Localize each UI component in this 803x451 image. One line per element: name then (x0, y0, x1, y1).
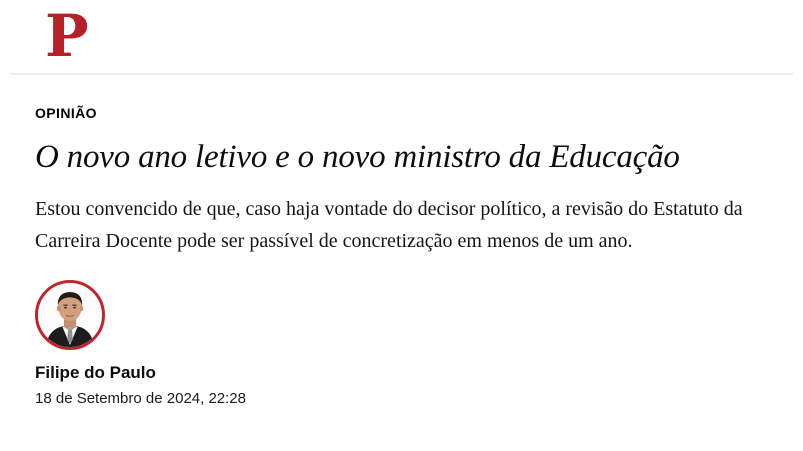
section-label-opiniao[interactable]: OPINIÃO (35, 105, 97, 121)
author-name[interactable]: Filipe do Paulo (35, 362, 156, 382)
article-standfirst: Estou convencido de que, caso haja vontade do decisor político, a revisão do Estatuto da Carreira Docente pode ser passível de concretização em menos de um ano. (35, 197, 743, 252)
publico-logo[interactable]: P (45, 2, 89, 70)
site-header (0, 0, 803, 70)
article-title: O novo ano letivo e o novo ministro da Educação (35, 139, 680, 175)
author-portrait-icon (38, 283, 102, 347)
author-avatar[interactable] (35, 280, 105, 350)
publish-date: 18 de Setembro de 2024, 22:28 (35, 389, 246, 407)
article (0, 75, 803, 407)
